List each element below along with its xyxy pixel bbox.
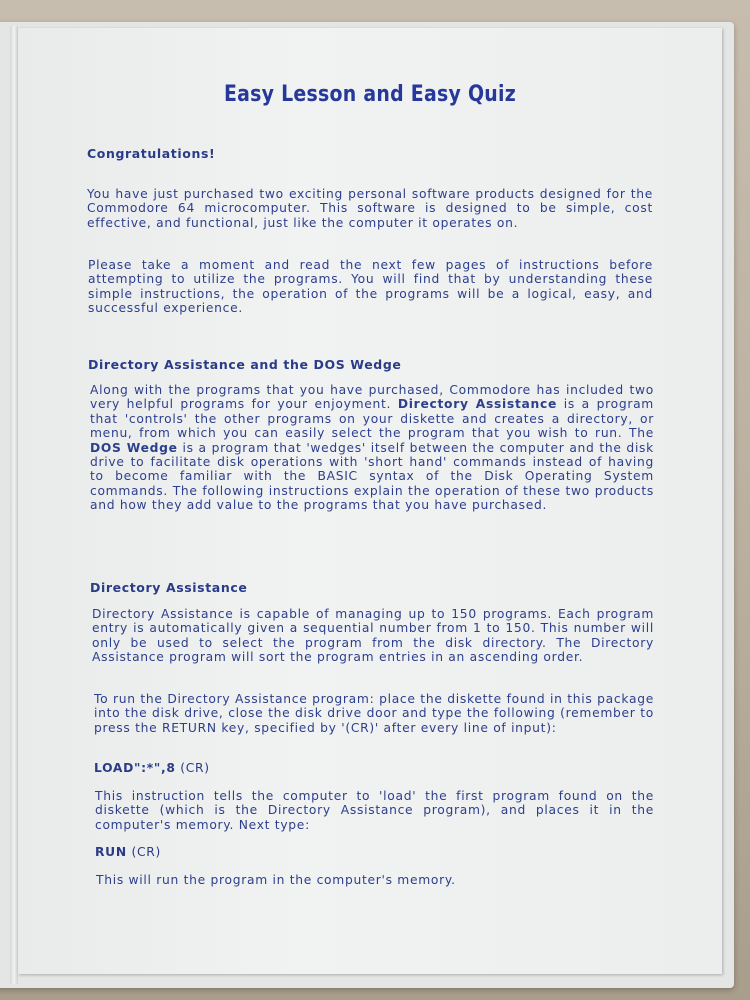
text-run: is a program that 'wedges' itself between the computer and the disk drive to facilitate disk operations with 'short hand' commands instead of having to become familiar with the BASIC syntax of the Disk Operating System commands. The following instructions explain the operation of these two products and how they add value to the programs that you have purchased. bbox=[90, 440, 654, 513]
command-suffix: (CR) bbox=[126, 845, 161, 859]
greeting-heading: Congratulations! bbox=[87, 146, 216, 161]
text-run: is a program that 'controls' the other programs on your diskette and creates a directory, or menu, from which you can easily select the program that you wish to run. The bbox=[90, 397, 654, 441]
term-dos-wedge: DOS Wedge bbox=[90, 440, 178, 455]
section-heading-directory-assistance: Directory Assistance bbox=[90, 580, 248, 595]
intro-paragraph-1: You have just purchased two exciting personal software products designed for the Commodore 64 microcomputer. This software is designed to be simple, cost effective, and functional, just like the computer it operates on. bbox=[87, 187, 653, 230]
folder-spine bbox=[10, 26, 18, 984]
command-text: RUN bbox=[95, 845, 127, 859]
command-suffix: (CR) bbox=[175, 761, 210, 775]
text-run: Along with the programs that you have purchased, Commodore has included two very helpful programs for your enjoyment. bbox=[90, 383, 654, 412]
section-paragraph-instructions: To run the Directory Assistance program: place the diskette found in this package into the disk drive, close the disk drive door and type the following (remember to press the RETURN key, specified by '(CR)' after every line of input): bbox=[94, 692, 654, 735]
section-paragraph-directory-dos bbox=[90, 383, 654, 513]
intro-paragraph-2: Please take a moment and read the next few pages of instructions before attempting to utilize the programs. You will find that by understanding these simple instructions, the operation of the programs will be a logical, easy, and successful experience. bbox=[88, 258, 653, 316]
load-explanation: This instruction tells the computer to 'load' the first program found on the diskette (which is the Directory Assistance program), and places it in the computer's memory. Next type: bbox=[95, 789, 654, 832]
section-heading-directory-dos: Directory Assistance and the DOS Wedge bbox=[88, 357, 402, 372]
command-text: LOAD":*",8 bbox=[94, 761, 176, 775]
run-explanation: This will run the program in the computer's memory. bbox=[96, 873, 456, 887]
section-paragraph-capacity: Directory Assistance is capable of managing up to 150 programs. Each program entry is automatically given a sequential number from 1 to 150. This number will only be used to select the program from the disk directory. The Directory Assistance program will sort the program entries in an ascending order. bbox=[92, 607, 654, 665]
command-load bbox=[94, 761, 210, 775]
term-directory-assistance: Directory Assistance bbox=[397, 397, 558, 412]
command-run bbox=[95, 845, 161, 859]
page-title: Easy Lesson and Easy Quiz bbox=[223, 82, 517, 107]
